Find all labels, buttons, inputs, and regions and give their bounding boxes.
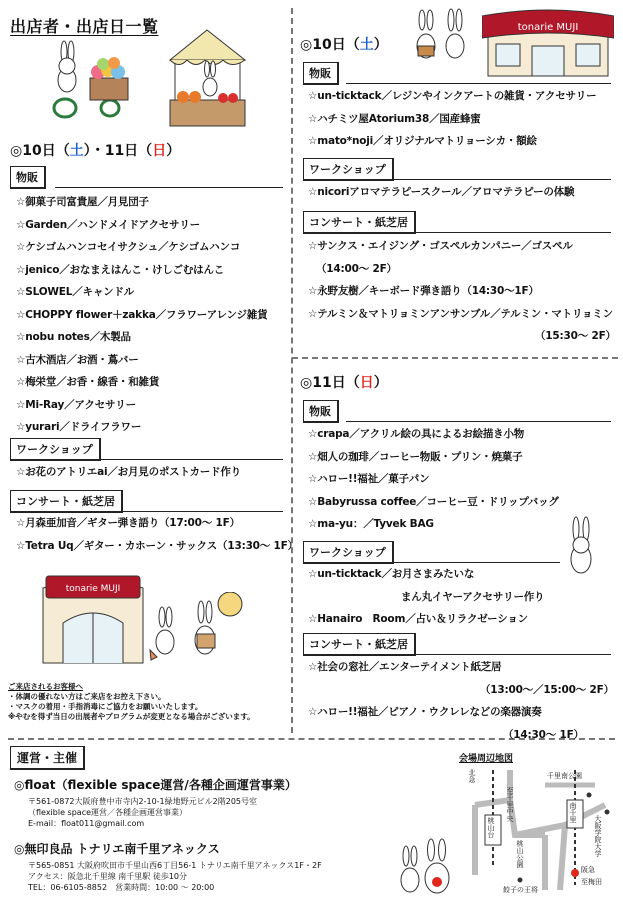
organizer-muji-name: ◎無印良品 トナリエ南千里アネックス: [14, 842, 220, 856]
list-item: ☆サンクス・エイジング・ゴスペルカンパニー／ゴスペル: [308, 240, 573, 252]
category-concert-right-bottom: コンサート・紙芝居: [303, 633, 416, 656]
rabbits-map-illustration: [395, 838, 455, 896]
organizer-heading: 運営・主催: [10, 746, 85, 770]
list-item: ☆un-ticktack／レジンやインクアートの雑貨・アクセサリー: [308, 90, 597, 102]
category-underline: [55, 187, 283, 188]
rabbit-bike-illustration: [40, 40, 140, 120]
map-title: 会場周辺地図: [459, 754, 514, 764]
list-item: （14:30～ 1F）: [503, 728, 584, 741]
category-underline: [346, 421, 611, 422]
map-label-hankyu: 阪急: [581, 866, 595, 874]
map-label-senri-park: 千里南公園: [547, 772, 582, 780]
category-concert-left: コンサート・紙芝居: [10, 490, 123, 513]
moon-rabbits-illustration: [145, 592, 265, 667]
map-label-kitao: 北急: [468, 769, 476, 783]
category-workshop-left: ワークショップ: [10, 438, 101, 461]
notice-line: ・体調の優れない方はご来店をお控え下さい。: [8, 692, 166, 701]
category-underline: [405, 232, 611, 233]
column-divider: [291, 8, 293, 733]
map-label-minami-senri: 南千里: [569, 802, 577, 823]
organizer-muji-details: [28, 860, 322, 893]
list-item: ☆CHOPPY flower＋zakka／フラワーアレンジ雑貨: [16, 308, 268, 321]
rabbit-illustration-right: [565, 515, 597, 577]
category-underline: [95, 459, 283, 460]
category-concert-right-top: コンサート・紙芝居: [303, 211, 416, 234]
category-underline: [388, 179, 611, 180]
map-label-to-kitasenri: 至千里中央: [506, 787, 514, 822]
page-title: 出店者・出店日一覧: [10, 17, 159, 36]
row-divider: [292, 357, 618, 359]
area-map: [455, 765, 615, 895]
list-item: ☆古木酒店／お酒・蔦バー: [16, 353, 139, 366]
category-bussan-right-bottom: 物販: [303, 400, 339, 423]
organizer-float: [14, 776, 297, 829]
category-workshop-right-top: ワークショップ: [303, 158, 394, 181]
list-item: ☆SLOWEL／キャンドル: [16, 286, 135, 298]
list-item: まん丸イヤーアクセサリー作り: [401, 590, 545, 603]
category-workshop-right-bottom: ワークショップ: [303, 541, 394, 564]
list-item: （15:30～ 2F）: [535, 330, 616, 342]
list-item: ☆nobu notes／木製品: [16, 331, 131, 343]
list-item: ☆un-ticktack／お月さまみたいな: [308, 568, 475, 580]
organizer-muji: [14, 840, 322, 893]
list-item: ☆社会の窓社／エンターテイメント紙芝居: [308, 661, 502, 673]
category-bussan-right-top: 物販: [303, 62, 339, 85]
store-illustration-large: [482, 8, 614, 78]
list-item: ☆ハロー!!福祉／ピアノ・ウクレレなどの楽器演奏: [308, 706, 542, 718]
list-item: ☆Tetra Uq／ギター・カホーン・サックス（13:30～ 1F）: [16, 539, 298, 552]
list-item: ☆テルミン＆マトリョミンアンサンブル／テルミン・マトリョミン: [308, 307, 613, 320]
store-sign-small-text: tonarie MUJI: [65, 584, 121, 594]
category-underline: [388, 562, 560, 563]
day-heading-11: ◎11日（日）: [300, 375, 388, 391]
list-item: ☆ハチミツ屋Atorium38／国産蜂蜜: [308, 112, 481, 125]
list-item: （13:00～／15:00～ 2F）: [480, 683, 614, 696]
list-item: ☆ハロー!!福祉／菓子パン: [308, 473, 430, 485]
category-bussan-left: 物販: [10, 166, 46, 189]
list-item: ☆mato*noji／オリジナルマトリョーシカ・額絵: [308, 135, 537, 147]
map-label-momopark: 桃山公園: [516, 840, 524, 868]
map-label-gyoza: 餃子の王将: [503, 886, 538, 894]
org-detail-line: 〒565-0851 大阪府吹田市千里山西6丁目56-1 トナリエ南千里アネックス1F・2F: [28, 861, 322, 870]
list-item: ☆jenico／おなまえはんこ・けしごむはんこ: [16, 263, 225, 276]
list-item: ☆ma-yu：／Tyvek BAG: [308, 518, 434, 530]
list-item: ☆Hanairo Room／占い＆リラクゼーション: [308, 613, 528, 625]
store-sign-text: tonarie MUJI: [517, 22, 579, 33]
org-detail-line: TEL：06-6105-8852 営業時間：10:00 ～ 20:00: [28, 883, 215, 892]
org-detail-line: （flexible space運営／各種企画運営事業）: [28, 808, 188, 817]
list-item: ☆御菓子司富貴屋／月見団子: [16, 196, 149, 208]
org-detail-line: E-mail：float011@gmail.com: [28, 819, 145, 828]
list-item: ☆crapa／アクリル絵の具によるお絵描き小物: [308, 428, 525, 440]
list-item: ☆nicoriアロマテラピースクール／アロマテラピーの体験: [308, 186, 575, 198]
map-label-umeda: 至梅田: [581, 878, 602, 886]
list-item: ☆お花のアトリエai／お月見のポストカード作り: [16, 466, 241, 478]
list-item: ☆Garden／ハンドメイドアクセサリー: [16, 218, 200, 231]
map-roads: [455, 765, 615, 895]
organizer-float-name: ◎float（flexible space運営/各種企画運営事業）: [14, 778, 297, 792]
org-detail-line: アクセス：阪急北千里線 南千里駅 徒歩10分: [28, 872, 188, 881]
visitor-notice: [8, 682, 255, 722]
map-label-momoyama: 桃山台: [487, 817, 495, 838]
list-item: ☆畑人の珈琲／コーヒー物販・プリン・焼菓子: [308, 450, 523, 463]
category-underline: [405, 654, 611, 655]
day-heading-10: ◎10日（土）: [300, 37, 388, 53]
list-item: ☆永野友樹／キーボード弾き語り（14:30～1F）: [308, 285, 539, 297]
notice-line: ・マスクの着用・手指消毒にご協力をお願いいたします。: [8, 702, 203, 711]
list-item: ☆yurari／ドライフラワー: [16, 421, 142, 433]
list-item: ☆ケシゴムハンコセイサクシュ／ケシゴムハンコ: [16, 241, 241, 253]
category-underline: [112, 511, 283, 512]
day-heading-10-11: ◎10日（土）・11日（日）: [10, 143, 181, 159]
market-stall-illustration: [165, 25, 250, 130]
list-item: ☆梅栄堂／お香・線香・和雑貨: [16, 376, 160, 388]
list-item: ☆Mi-Ray／アクセサリー: [16, 398, 136, 411]
organizer-float-details: [28, 796, 297, 829]
notice-line: ※やむを得ず当日の出展者やプログラムが変更となる場合がございます。: [8, 712, 255, 721]
rabbit-illustration-top: [410, 8, 442, 60]
list-item: ☆Babyrussa coffee／コーヒー豆・ドリップバッグ: [308, 495, 559, 508]
org-detail-line: 〒561-0872大阪府豊中市寺内2-10-1緑地野元ビル2階205号室: [28, 797, 258, 806]
map-label-osaka-univ: 大阪学院大学: [594, 815, 602, 857]
rabbit-illustration-top-2: [440, 6, 470, 61]
list-item: ☆月森亜加音／ギター弾き語り（17:00～ 1F）: [16, 517, 240, 529]
list-item: （14:00～ 2F）: [316, 262, 397, 275]
store-illustration-small: [38, 568, 148, 668]
category-underline: [346, 83, 611, 84]
notice-title: ご来店されるお客様へ: [8, 682, 83, 691]
